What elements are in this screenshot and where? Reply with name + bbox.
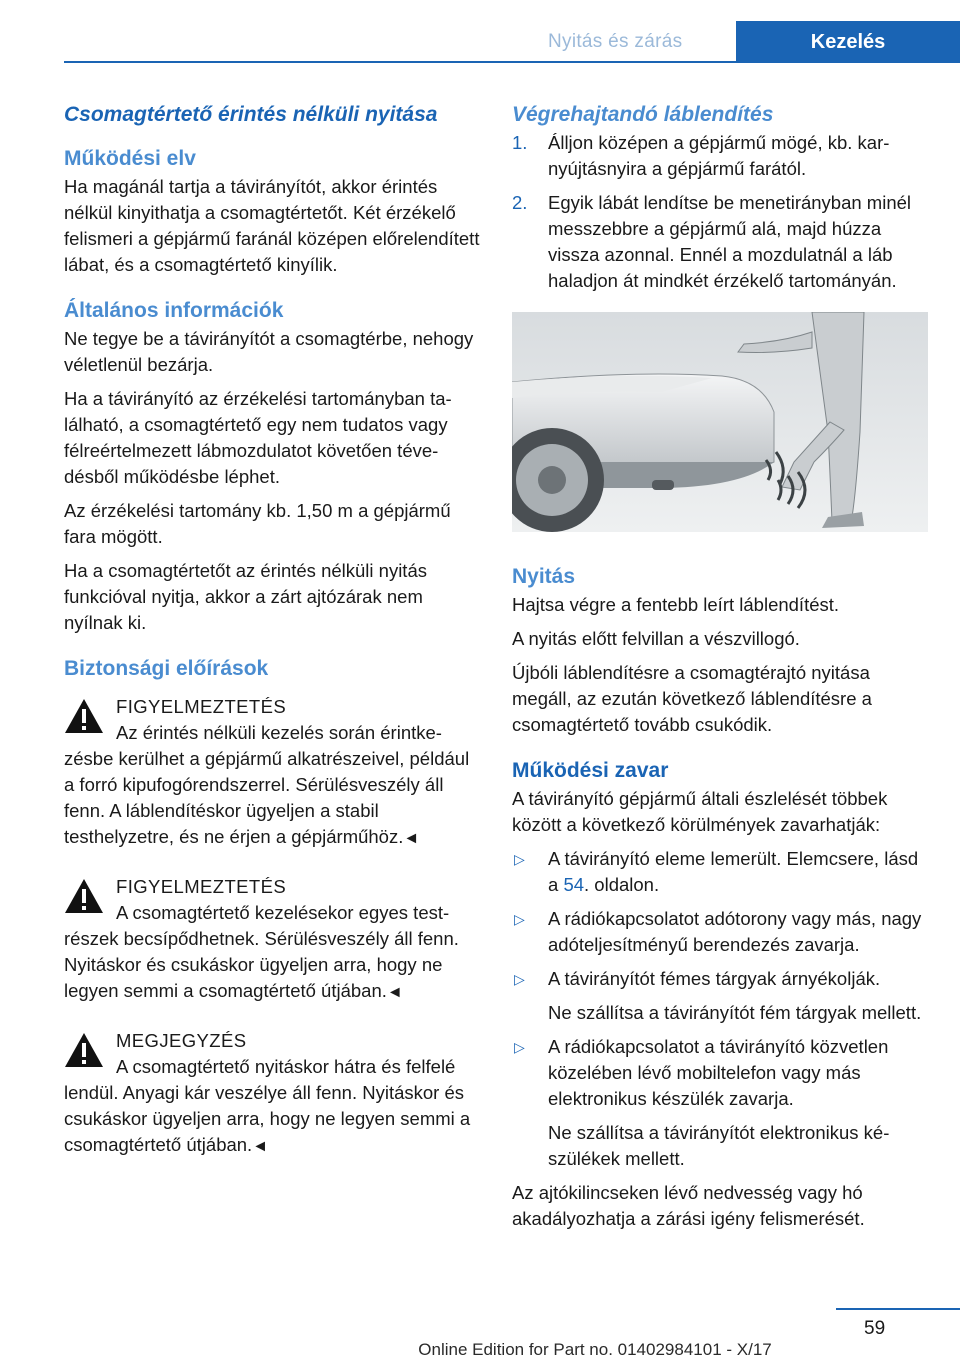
footer-edition: Online Edition for Part no. 01402984101 - X/17 [418,1340,772,1359]
end-mark-icon: ◄ [403,830,420,847]
heading-kick: Végrehajtandó láblendítés [512,103,774,126]
list-item-note: Ne szállítsa a távirányítót elektronikus készülékek mellett. [548,1122,890,1169]
page-header [0,0,960,62]
warning-title: FIGYELMEZTETÉS [116,876,287,897]
notice-text: A csomagtértető nyitáskor hátra és felfelé lendül. Anyagi kár veszélye áll fenn. Nyitáskor és csukáskor ügyeljen arra, hogy ne legyen semmi a csomagtértető útjában.◄ [64,1056,471,1155]
heading-general: Általános információk [64,299,284,322]
kick-steps-list [512,130,928,294]
warning-text: A csomagtértető kezelésekor egyes testrészek becsípődhetnek. Sérülésveszély áll fenn. Nyitáskor és csukáskor ügyeljen arra, hogy ne legyen semmi a csomagtértető útjában.◄ [64,902,459,1001]
header-rule [64,61,960,63]
list-item: ▷ A távirányítót fémes tárgyak árnyékolják. Ne szállítsa a távirányítót fém tárgyak mellett. [512,966,928,1026]
triangle-bullet-icon: ▷ [514,971,525,987]
heading-fault: Működési zavar [512,759,669,782]
list-item: ▷ A rádiókapcsolatot adótorony vagy más, nagy adóteljesítményű berendezés zavarja. [514,908,922,955]
triangle-bullet-icon: ▷ [514,911,525,927]
general-paragraph: Ha a csomagtértetőt az érintés nélküli nyitás funkcióval nyitja, akkor a zárt ajtózárak nem nyílnak ki. [64,560,427,633]
principle-text: Ha magánál tartja a távirányítót, akkor érintés nélkül kinyithatja a csomagtértetőt. Két érzékelő felismeri a gépjármű faránál középen előrelendített lábat, és a csomagtértető kinyílik. [64,176,480,275]
page-number: 59 [864,1318,886,1339]
end-mark-icon: ◄ [386,984,403,1001]
warning-triangle-icon [64,1032,104,1068]
right-column [512,100,928,1240]
fault-intro: A távirányító gépjármű általi észlelését többek között a következő körülmények zavarhatják: [512,788,888,835]
open-paragraph: Hajtsa végre a fentebb leírt láblendítést. [512,594,840,615]
warning-text: Az érintés nélküli kezelés során érintkezésbe kerülhet a gépjármű alkatrészeivel, például a forró kipufogórendszerrel. Sérülésveszély áll fenn. A láblendítéskor ügyeljen a stabil testhelyzetre, és ne érjen a gépjárműhöz.◄ [64,722,470,847]
general-paragraph: Ne tegye be a távirányítót a csomagtérbe, nehogy véletlenül bezárja. [64,328,474,375]
warning-block [64,874,480,1006]
list-item: 2. Egyik lábát lendítse be menetirányban minél messzebbre a gépjármű alá, majd húzza vissza azonnal. Ennél a mozdulatnál a láb haladjon át mindkét érzékelő tartományán. [512,192,912,291]
header-chapter-tab[interactable]: Kezelés [736,21,960,63]
warning-triangle-icon [64,878,104,914]
notice-block [64,1028,480,1160]
left-column [64,100,480,1160]
list-item: ▷ A távirányító eleme lemerült. Elemcsere, lásd a 54. oldalon. [514,848,919,895]
closing-paragraph: Az ajtókilincseken lévő nedvesség vagy hó akadályozhatja a zárási igény felismerését. [512,1182,865,1229]
fault-list [512,846,928,1172]
page-number-rule [836,1308,960,1310]
heading-open: Nyitás [512,565,576,588]
heading-principle: Működési elv [64,147,196,170]
page-link[interactable]: 54 [563,874,585,895]
list-item: ▷ A rádiókapcsolatot a távirányító közvetlen közelében lévő mobiltelefon vagy más elektronikus készülék zavarja. Ne szállítsa a távirányítót elektronikus készülékek mellett. [512,1034,928,1172]
warning-block [64,694,480,852]
open-paragraph: A nyitás előtt felvillan a vészvillogó. [512,628,800,649]
triangle-bullet-icon: ▷ [514,1039,525,1055]
list-item-note: Ne szállítsa a távirányítót fém tárgyak mellett. [548,1002,922,1023]
warning-triangle-icon [64,698,104,734]
end-mark-icon: ◄ [252,1138,269,1155]
heading-safety: Biztonsági előírások [64,657,269,680]
warning-title: FIGYELMEZTETÉS [116,696,287,717]
general-paragraph: Ha a távirányító az érzékelési tartományban található, a csomagtértető egy nem tudatos vagy félreértelmezett lábmozdulatot követően tévedésből működésbe léphet. [64,388,452,487]
notice-title: MEGJEGYZÉS [116,1030,247,1051]
triangle-bullet-icon: ▷ [514,851,525,867]
kick-gesture-illustration [512,312,928,532]
general-paragraph: Az érzékelési tartomány kb. 1,50 m a gépjármű fara mögött. [64,500,451,547]
header-section-title: Nyitás és zárás [548,31,683,52]
section-title: Csomagtértető érintés nélküli nyitása [64,103,438,126]
list-item: 1. Álljon középen a gépjármű mögé, kb. karnyújtásnyira a gépjármű farától. [512,132,890,179]
open-paragraph: Újbóli láblendítésre a csomagtérajtó nyitása megáll, az ezután következő láblendítésre a csomagtértető tovább csukódik. [512,662,872,735]
